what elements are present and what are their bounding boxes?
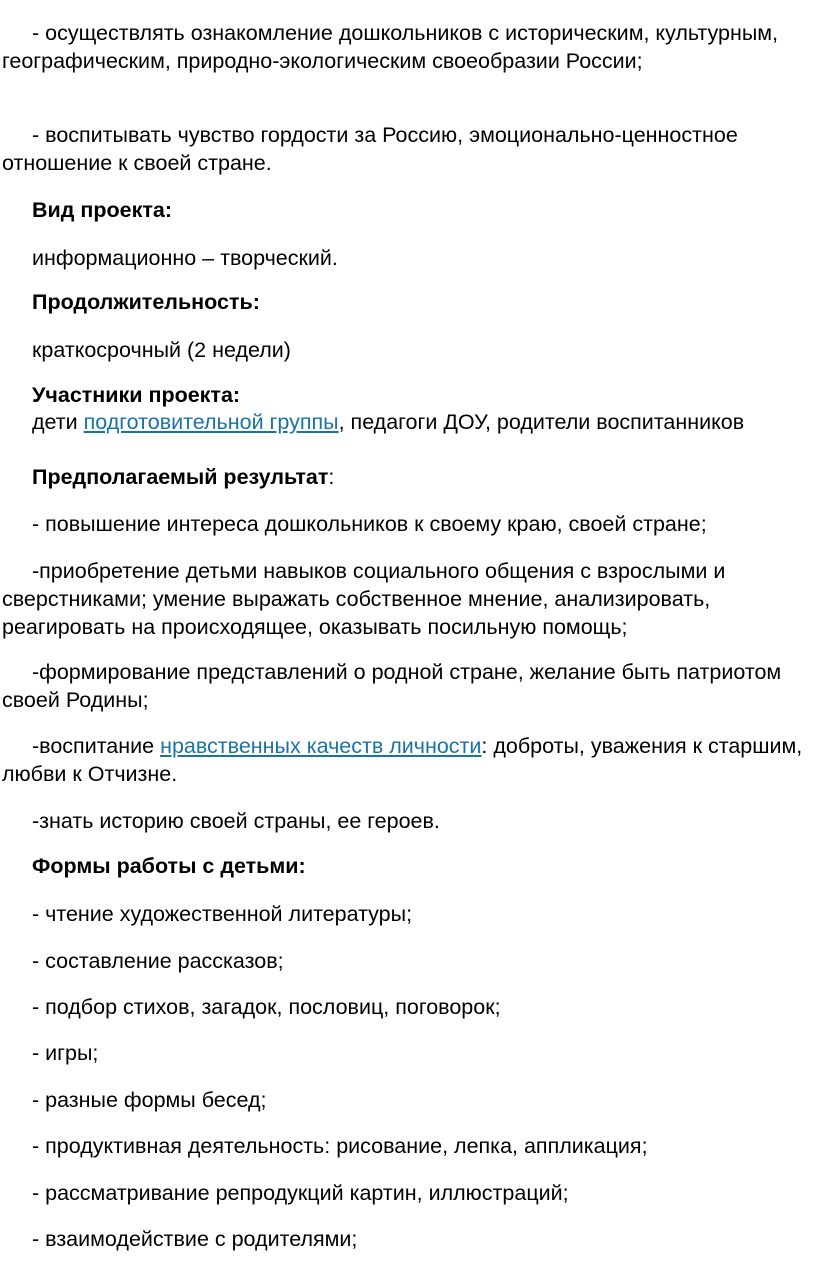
moral-qualities-link[interactable]: нравственных качеств личности — [160, 734, 482, 758]
result-item-1: - повышение интереса дошкольников к своему краю, своей стране; — [32, 512, 707, 536]
work-form-item: - чтение художественной литературы; — [32, 902, 413, 926]
project-type-heading: Вид проекта: — [32, 198, 172, 222]
work-form-item: - подбор стихов, загадок, пословиц, поговорок; — [32, 995, 501, 1019]
result-item-4-suffix: : доброты, уважения к старшим, любви к Отчизне. — [2, 734, 803, 786]
result-item-4-prefix: -воспитание — [32, 734, 161, 758]
work-form-item: - составление рассказов; — [32, 949, 284, 973]
duration-value: краткосрочный (2 недели) — [32, 338, 291, 362]
project-type-value: информационно – творческий. — [32, 246, 338, 270]
work-form-item: - взаимодействие с родителями; — [32, 1227, 358, 1251]
goal-item-2: - воспитывать чувство гордости за Россию, эмоционально-ценностное отношение к своей стране. — [2, 123, 738, 175]
result-item-3: -формирование представлений о родной стране, желание быть патриотом своей Родины; — [2, 660, 782, 712]
work-form-item: - игры; — [32, 1041, 99, 1065]
participants-prefix: дети — [32, 410, 84, 434]
work-forms-heading: Формы работы с детьми: — [32, 854, 306, 878]
work-form-item: - разные формы бесед; — [32, 1088, 267, 1112]
participants-text — [2, 408, 814, 436]
participants-heading: Участники проекта: — [32, 383, 241, 407]
result-item-5: -знать историю своей страны, ее героев. — [32, 809, 440, 833]
expected-result-colon: : — [328, 465, 335, 489]
result-item-4 — [2, 732, 814, 788]
participants-suffix: , педагоги ДОУ, родители воспитанников — [338, 410, 745, 434]
expected-result-heading-line — [2, 463, 814, 491]
preparatory-group-link[interactable]: подготовительной группы — [83, 410, 339, 434]
duration-heading: Продолжительность: — [32, 290, 260, 314]
expected-result-heading: Предполагаемый результат — [32, 465, 329, 489]
work-form-item: - рассматривание репродукций картин, иллюстраций; — [32, 1181, 569, 1205]
goal-item-1: - осуществлять ознакомление дошкольников с историческим, культурным, географическим, природно-экологическим своеобразии России; — [2, 21, 779, 73]
result-item-2: -приобретение детьми навыков социального общения с взрослыми и сверстниками; умение выражать собственное мнение, анализировать, реагировать на происходящее, оказывать посильную помощь; — [2, 559, 726, 639]
work-form-item: - продуктивная деятельность: рисование, лепка, аппликация; — [32, 1134, 648, 1158]
